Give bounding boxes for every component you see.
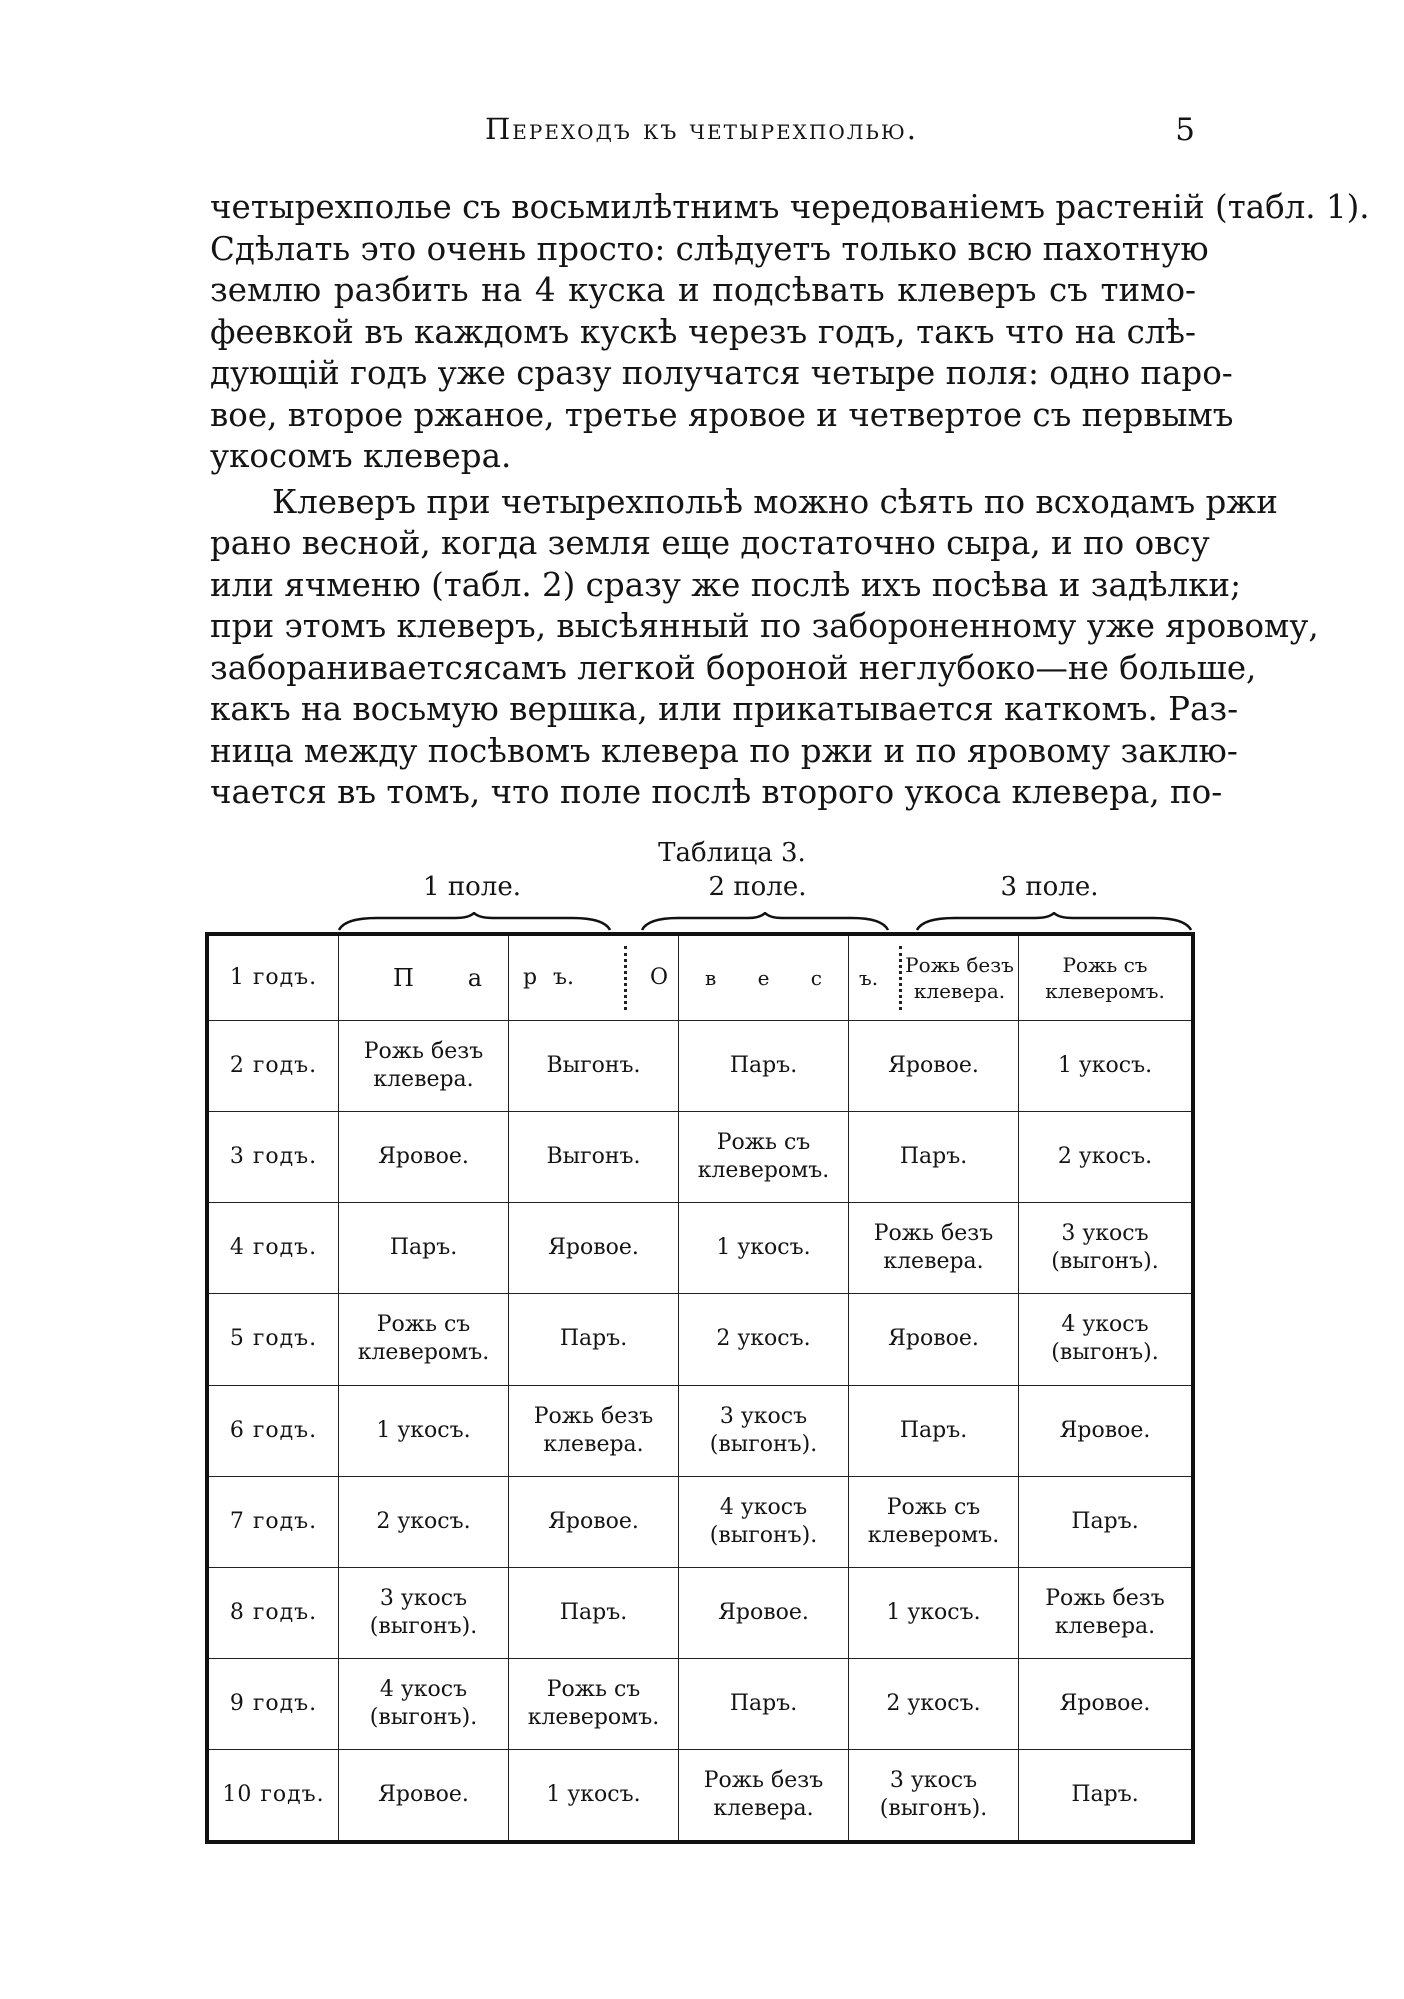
oves-cell-a <box>679 936 849 1021</box>
running-title: Переходъ къ четырехполью. <box>485 112 918 146</box>
year-cell: 9 годъ. <box>209 1659 339 1750</box>
field-header-2: 2 поле. <box>708 872 807 902</box>
letter: с <box>810 965 822 990</box>
page-number: 5 <box>1175 112 1195 148</box>
field-header-1: 1 поле. <box>423 872 521 902</box>
year-cell: 4 годъ. <box>209 1203 339 1294</box>
table-cell: Яровое. <box>509 1203 679 1294</box>
table-row <box>209 1021 1191 1112</box>
field-header-3: 3 поле. <box>1000 872 1099 902</box>
text-line: вое, второе ржаное, третье яровое и четвертое съ первымъ <box>210 395 1234 434</box>
table-row <box>209 936 1191 1021</box>
table-cell: Рожь безъ клевера. <box>679 1750 849 1840</box>
text-line: феевкой въ каждомъ кускѣ черезъ годъ, такъ что на слѣ- <box>210 312 1196 351</box>
letter: П <box>393 963 414 992</box>
table-cell: 3 укосъ (выгонъ). <box>339 1568 509 1659</box>
text-line: ница между посѣвомъ клевера по ржи и по яровому заклю- <box>210 731 1238 770</box>
body-text <box>210 187 1370 814</box>
table-cell: 1 укосъ. <box>339 1386 509 1477</box>
running-head <box>210 112 1195 162</box>
table-cell: 1 укосъ. <box>509 1750 679 1840</box>
brace-field-3 <box>915 912 1193 932</box>
year-cell: 2 годъ. <box>209 1021 339 1112</box>
text-line: забораниваетсясамъ легкой бороной неглубоко—не больше, <box>210 648 1257 687</box>
table-cell: 1 укосъ. <box>679 1203 849 1294</box>
letter: е <box>757 965 770 990</box>
table-cell: Яровое. <box>1019 1386 1191 1477</box>
table-cell: 3 укосъ (выгонъ). <box>849 1750 1019 1840</box>
year-cell: 6 годъ. <box>209 1386 339 1477</box>
text-line: Клеверъ при четырехпольѣ можно сѣять по всходамъ ржи <box>272 482 1278 521</box>
letter: а <box>467 963 482 992</box>
text-line: Сдѣлать это очень просто: слѣдуетъ только всю пахотную <box>210 229 1209 268</box>
table-cell: 3 укосъ (выгонъ). <box>1019 1203 1191 1294</box>
table-cell: Яровое. <box>849 1021 1019 1112</box>
table-caption: Таблица 3. <box>658 838 806 868</box>
table-row <box>209 1750 1191 1840</box>
letter: ъ. <box>553 964 574 990</box>
table-row <box>209 1203 1191 1294</box>
year-cell: 5 годъ. <box>209 1294 339 1385</box>
table-row <box>209 1568 1191 1659</box>
dotted-divider <box>624 946 627 1010</box>
table-cell: 4 укосъ (выгонъ). <box>339 1659 509 1750</box>
table-cell: Паръ. <box>1071 1782 1139 1808</box>
table-cell: Паръ. <box>1019 1477 1191 1568</box>
table-cell: Паръ. <box>679 1659 849 1750</box>
table-cell: Паръ. <box>509 1568 679 1659</box>
table-cell: 1 укосъ. <box>849 1568 1019 1659</box>
table-row <box>209 1659 1191 1750</box>
table-cell: Рожь безъ клевера. <box>1019 1568 1191 1659</box>
table-cell: Паръ. <box>849 1386 1019 1477</box>
table-cell: Яровое. <box>339 1112 509 1203</box>
table-cell: Рожь безъ клевера. <box>509 1386 679 1477</box>
table-cell: 1 укосъ. <box>1019 1021 1191 1112</box>
table-cell: 2 укосъ. <box>339 1477 509 1568</box>
year-cell: 3 годъ. <box>209 1112 339 1203</box>
brace-field-2 <box>640 912 890 932</box>
dotted-divider <box>899 946 902 1010</box>
text-line: укосомъ клевера. <box>210 437 512 475</box>
table-cell: 4 укосъ (выгонъ). <box>1019 1294 1191 1385</box>
table-cell: Паръ. <box>679 1021 849 1112</box>
table-cell: Рожь съ клеверомъ. <box>849 1477 1019 1568</box>
table-cell: 3 укосъ (выгонъ). <box>679 1386 849 1477</box>
table-cell: Яровое. <box>339 1750 509 1840</box>
table-cell: Выгонъ. <box>509 1021 679 1112</box>
par-cell-b <box>509 936 679 1021</box>
table-cell: Рожь безъ клевера. <box>339 1021 509 1112</box>
table-row <box>209 1294 1191 1385</box>
table-cell: Яровое. <box>1019 1659 1191 1750</box>
year-cell: 10 годъ. <box>209 1750 339 1840</box>
cell-text: Рожь безъ клевера. <box>905 952 1014 1003</box>
par-cell-a <box>339 936 509 1021</box>
table-cell: 4 укосъ (выгонъ). <box>679 1477 849 1568</box>
table-cell: Паръ. <box>509 1294 679 1385</box>
table-cell: Рожь съ клеверомъ. <box>509 1659 679 1750</box>
table-row <box>209 1112 1191 1203</box>
rotation-table <box>205 932 1195 1844</box>
brace-field-1 <box>337 912 612 932</box>
table-cell: Паръ. <box>339 1203 509 1294</box>
cell-text: Рожь съ клеверомъ. <box>1019 936 1191 1021</box>
text-line: землю разбить на 4 куска и подсѣвать клеверъ съ тимо- <box>210 271 1196 309</box>
table-cell: Паръ. <box>849 1112 1019 1203</box>
table-cell: 2 укосъ. <box>849 1659 1019 1750</box>
table-cell: Яровое. <box>509 1477 679 1568</box>
text-line: или ячменю (табл. 2) сразу же послѣ ихъ посѣва и задѣлки; <box>210 565 1242 604</box>
letter: ъ. <box>859 965 879 990</box>
table-cell: Рожь безъ клевера. <box>849 1203 1019 1294</box>
letter: О <box>649 964 668 990</box>
text-line: дующій годъ уже сразу получатся четыре поля: одно паро- <box>210 354 1233 392</box>
year-cell: 8 годъ. <box>209 1568 339 1659</box>
table-cell: Яровое. <box>679 1568 849 1659</box>
table-cell: 2 укосъ. <box>1019 1112 1191 1203</box>
table-cell: Рожь съ клеверомъ. <box>679 1112 849 1203</box>
table-row <box>209 1386 1191 1477</box>
text-line: рано весной, когда земля еще достаточно сыра, и по овсу <box>210 524 1210 562</box>
table-row <box>209 1477 1191 1568</box>
year-cell: 7 годъ. <box>209 1477 339 1568</box>
table-cell: Яровое. <box>849 1294 1019 1385</box>
text-line: четырехполье съ восьмилѣтнимъ чередованіемъ растеній (табл. 1). <box>210 188 1370 226</box>
oves-cell-b <box>849 936 1019 1021</box>
year-cell: 1 годъ. <box>209 936 339 1021</box>
letter: в <box>705 965 717 990</box>
table-cell: Рожь съ клеверомъ. <box>339 1294 509 1385</box>
text-line: при этомъ клеверъ, высѣянный по забороненному уже яровому, <box>210 607 1319 645</box>
table-cell: 2 укосъ. <box>679 1294 849 1385</box>
text-line: чается въ томъ, что поле послѣ второго укоса клевера, по- <box>210 773 1223 811</box>
text-line: какъ на восьмую вершка, или прикатывается каткомъ. Раз- <box>210 690 1239 728</box>
letter: р <box>523 964 538 990</box>
table-cell: Выгонъ. <box>509 1112 679 1203</box>
